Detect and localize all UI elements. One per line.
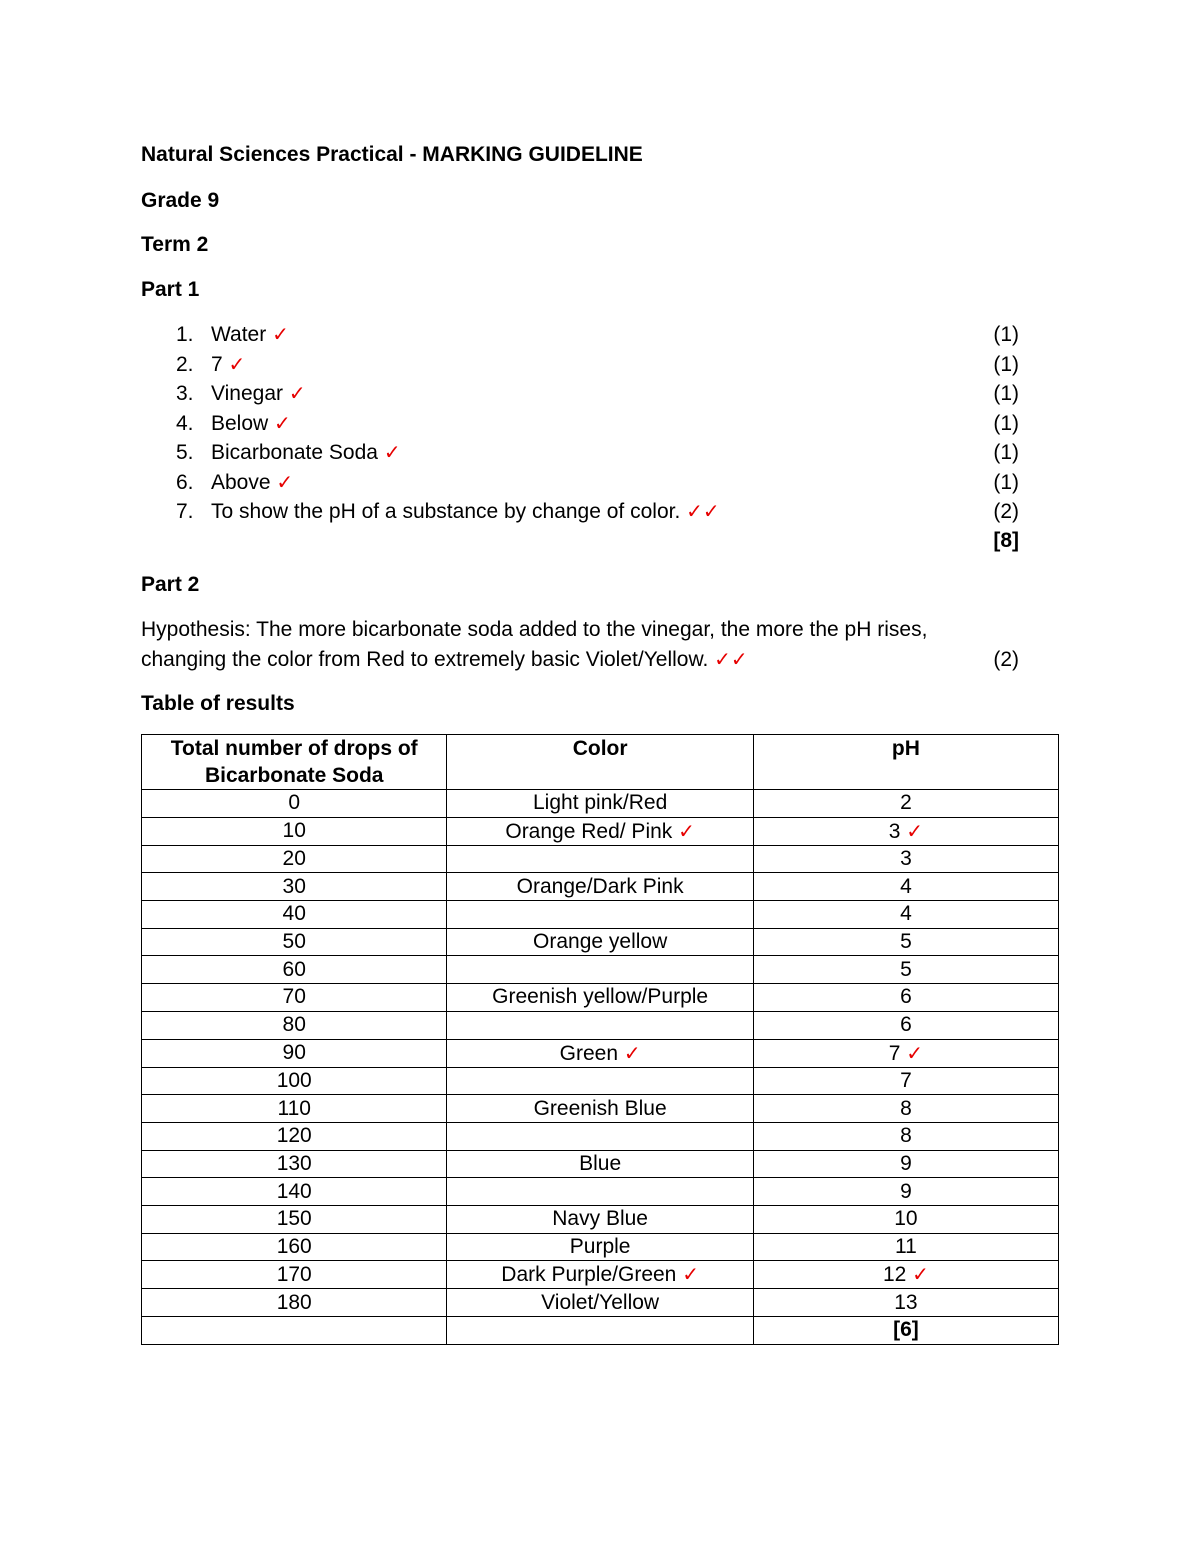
table-header-row xyxy=(142,735,1059,790)
table-title: Table of results xyxy=(141,692,295,715)
answer-label: Bicarbonate Soda xyxy=(211,441,378,464)
answer-marks: (2) xyxy=(993,500,1019,523)
question-number: 5. xyxy=(176,441,194,464)
cell-ph xyxy=(753,1122,1058,1150)
cell-color xyxy=(447,1289,753,1317)
list-item xyxy=(141,409,1019,439)
answer-marks: (1) xyxy=(993,382,1019,405)
ph-value: 10 xyxy=(894,1207,918,1231)
answer-label: Above xyxy=(211,470,271,494)
table-row xyxy=(142,817,1059,845)
cell-drops: 150 xyxy=(142,1205,447,1233)
question-number: 4. xyxy=(176,411,194,435)
answer-text xyxy=(211,320,289,350)
check-icon: ✓ xyxy=(274,410,291,435)
color-value: Orange Red/ Pink xyxy=(505,819,673,843)
cell-ph xyxy=(753,1205,1058,1233)
cell-color xyxy=(447,845,753,873)
check-icon: ✓ xyxy=(288,381,306,405)
color-value: Orange yellow xyxy=(533,930,668,954)
table-row xyxy=(142,1233,1059,1261)
cell-drops: 130 xyxy=(142,1150,447,1178)
cell-drops: 170 xyxy=(142,1261,447,1289)
cell-drops: 20 xyxy=(142,845,447,873)
answer-text xyxy=(211,350,245,380)
table-row xyxy=(142,1122,1059,1150)
cell-drops: 30 xyxy=(142,873,447,901)
cell-drops: 80 xyxy=(142,1011,447,1039)
cell-color xyxy=(447,928,753,956)
grade-label: Grade 9 xyxy=(141,189,220,212)
check-icon: ✓ xyxy=(678,818,695,843)
ph-value: 5 xyxy=(900,957,912,981)
cell-ph xyxy=(753,928,1058,956)
cell-ph xyxy=(753,1011,1058,1039)
header-color: Color xyxy=(447,735,753,790)
cell-ph xyxy=(753,901,1058,929)
cell-ph xyxy=(753,956,1058,984)
color-value: Light pink/Red xyxy=(533,791,668,815)
color-value: Navy Blue xyxy=(552,1207,648,1231)
ph-value: 3 xyxy=(900,847,912,871)
ph-value: 8 xyxy=(900,1124,912,1148)
cell-ph xyxy=(753,1039,1058,1067)
cell-drops: 100 xyxy=(142,1067,447,1095)
answer-marks: (1) xyxy=(993,352,1019,376)
table-row xyxy=(142,984,1059,1012)
table-total-row xyxy=(142,1317,1059,1345)
cell-empty xyxy=(447,1317,753,1345)
question-number: 3. xyxy=(176,382,194,405)
answer-label: Below xyxy=(211,411,269,435)
ph-value: 4 xyxy=(900,902,912,926)
table-row xyxy=(142,1289,1059,1317)
cell-drops: 90 xyxy=(142,1039,447,1067)
list-item xyxy=(141,497,1019,527)
table-row xyxy=(142,873,1059,901)
cell-ph xyxy=(753,845,1058,873)
ph-value: 6 xyxy=(900,1013,912,1037)
document-title: Natural Sciences Practical - MARKING GUIDELINE xyxy=(141,143,643,166)
cell-color xyxy=(447,1039,753,1067)
table-row xyxy=(142,790,1059,818)
cell-color xyxy=(447,1067,753,1095)
cell-ph xyxy=(753,1095,1058,1123)
table-row xyxy=(142,1261,1059,1289)
color-value: Violet/Yellow xyxy=(541,1290,660,1314)
ph-value: 6 xyxy=(900,985,912,1009)
color-value: Greenish yellow/Purple xyxy=(492,985,709,1009)
cell-color xyxy=(447,1095,753,1123)
ph-value: 7 xyxy=(888,1041,901,1065)
check-icon: ✓ xyxy=(682,1262,699,1287)
answer-marks: (1) xyxy=(993,323,1019,346)
answer-text xyxy=(211,497,720,527)
cell-ph xyxy=(753,817,1058,845)
cell-drops: 120 xyxy=(142,1122,447,1150)
results-table xyxy=(141,734,1059,1345)
cell-color xyxy=(447,956,753,984)
hypothesis-line-1: Hypothesis: The more bicarbonate soda added to the vinegar, the more the pH rises, xyxy=(141,618,928,641)
ph-value: 13 xyxy=(894,1290,918,1314)
cell-ph xyxy=(753,1150,1058,1178)
part2-heading: Part 2 xyxy=(141,573,200,596)
check-icon: ✓ xyxy=(912,1262,929,1287)
ph-value: 11 xyxy=(895,1234,917,1258)
color-value: Blue xyxy=(579,1151,622,1175)
answer-label: 7 xyxy=(211,352,223,376)
cell-ph xyxy=(753,1178,1058,1206)
answer-marks: (1) xyxy=(993,470,1019,494)
cell-empty xyxy=(142,1317,447,1345)
answer-marks: (1) xyxy=(993,411,1019,435)
answer-text xyxy=(211,468,293,498)
cell-color xyxy=(447,984,753,1012)
list-item xyxy=(141,468,1019,498)
part1-total: [8] xyxy=(993,529,1019,552)
answer-label: Vinegar xyxy=(211,382,284,405)
question-number: 7. xyxy=(176,500,194,523)
cell-ph xyxy=(753,984,1058,1012)
cell-color xyxy=(447,901,753,929)
ph-value: 7 xyxy=(900,1068,912,1092)
cell-drops: 0 xyxy=(142,790,447,818)
table-body xyxy=(142,790,1059,1345)
ph-value: 12 xyxy=(882,1263,907,1287)
table-row xyxy=(142,956,1059,984)
cell-color xyxy=(447,1178,753,1206)
answer-label: To show the pH of a substance by change of color. xyxy=(211,500,681,523)
ph-value: 4 xyxy=(900,874,912,898)
hypothesis-marks: (2) xyxy=(993,647,1019,671)
hypothesis-line-2 xyxy=(141,645,1019,675)
table-row xyxy=(142,1178,1059,1206)
cell-ph xyxy=(753,873,1058,901)
cell-drops: 160 xyxy=(142,1233,447,1261)
cell-drops: 50 xyxy=(142,928,447,956)
color-value: Green xyxy=(559,1041,619,1065)
check-icon: ✓✓ xyxy=(686,499,720,523)
cell-color xyxy=(447,1150,753,1178)
hypothesis-text-2: changing the color from Red to extremely basic Violet/Yellow. xyxy=(141,647,709,671)
answer-marks: (1) xyxy=(993,441,1019,464)
check-icon: ✓ xyxy=(272,322,289,346)
check-icon: ✓ xyxy=(383,440,401,464)
question-number: 2. xyxy=(176,352,194,376)
table-row xyxy=(142,845,1059,873)
answer-text xyxy=(211,409,291,439)
table-row xyxy=(142,1011,1059,1039)
cell-ph xyxy=(753,1289,1058,1317)
table-row xyxy=(142,1067,1059,1095)
cell-color xyxy=(447,1233,753,1261)
answer-text xyxy=(211,379,306,409)
cell-ph xyxy=(753,1233,1058,1261)
color-value: Purple xyxy=(569,1234,631,1258)
cell-color xyxy=(447,1261,753,1289)
table-row xyxy=(142,1150,1059,1178)
cell-ph xyxy=(753,790,1058,818)
answer-text xyxy=(211,438,401,468)
table-total: [6] xyxy=(753,1317,1058,1345)
cell-color xyxy=(447,790,753,818)
cell-drops: 70 xyxy=(142,984,447,1012)
list-item xyxy=(141,379,1019,409)
header-ph: pH xyxy=(753,735,1058,790)
question-number: 6. xyxy=(176,470,194,494)
question-number: 1. xyxy=(176,323,194,346)
cell-drops: 110 xyxy=(142,1095,447,1123)
cell-drops: 10 xyxy=(142,817,447,845)
check-icon: ✓ xyxy=(906,1040,924,1065)
cell-drops: 40 xyxy=(142,901,447,929)
list-item xyxy=(141,320,1019,350)
list-item xyxy=(141,350,1019,380)
check-icon: ✓ xyxy=(906,818,924,843)
header-drops: Total number of drops of Bicarbonate Soda xyxy=(142,735,447,790)
ph-value: 9 xyxy=(900,1151,912,1175)
cell-ph xyxy=(753,1067,1058,1095)
color-value: Orange/Dark Pink xyxy=(516,874,684,898)
list-item xyxy=(141,438,1019,468)
cell-color xyxy=(447,873,753,901)
part1-heading: Part 1 xyxy=(141,278,200,301)
cell-drops: 140 xyxy=(142,1178,447,1206)
term-label: Term 2 xyxy=(141,233,209,256)
cell-color xyxy=(447,817,753,845)
hypothesis xyxy=(141,615,1019,674)
table-row xyxy=(142,928,1059,956)
cell-color xyxy=(447,1011,753,1039)
ph-value: 8 xyxy=(900,1096,912,1120)
ph-value: 2 xyxy=(900,791,912,815)
cell-color xyxy=(447,1122,753,1150)
cell-drops: 180 xyxy=(142,1289,447,1317)
check-icon: ✓ xyxy=(228,351,246,376)
table-row xyxy=(142,1095,1059,1123)
part1-answer-list xyxy=(141,320,1019,527)
table-row xyxy=(142,901,1059,929)
cell-drops: 60 xyxy=(142,956,447,984)
check-icon: ✓ xyxy=(276,469,294,494)
color-value: Greenish Blue xyxy=(533,1096,667,1120)
table-row xyxy=(142,1039,1059,1067)
ph-value: 9 xyxy=(900,1179,912,1203)
cell-color xyxy=(447,1205,753,1233)
ph-value: 3 xyxy=(888,819,901,843)
check-icon: ✓ xyxy=(623,1040,641,1065)
cell-ph xyxy=(753,1261,1058,1289)
table-row xyxy=(142,1205,1059,1233)
color-value: Dark Purple/Green xyxy=(501,1263,677,1287)
check-icon: ✓✓ xyxy=(714,646,748,671)
ph-value: 5 xyxy=(900,930,912,954)
answer-label: Water xyxy=(211,323,267,346)
